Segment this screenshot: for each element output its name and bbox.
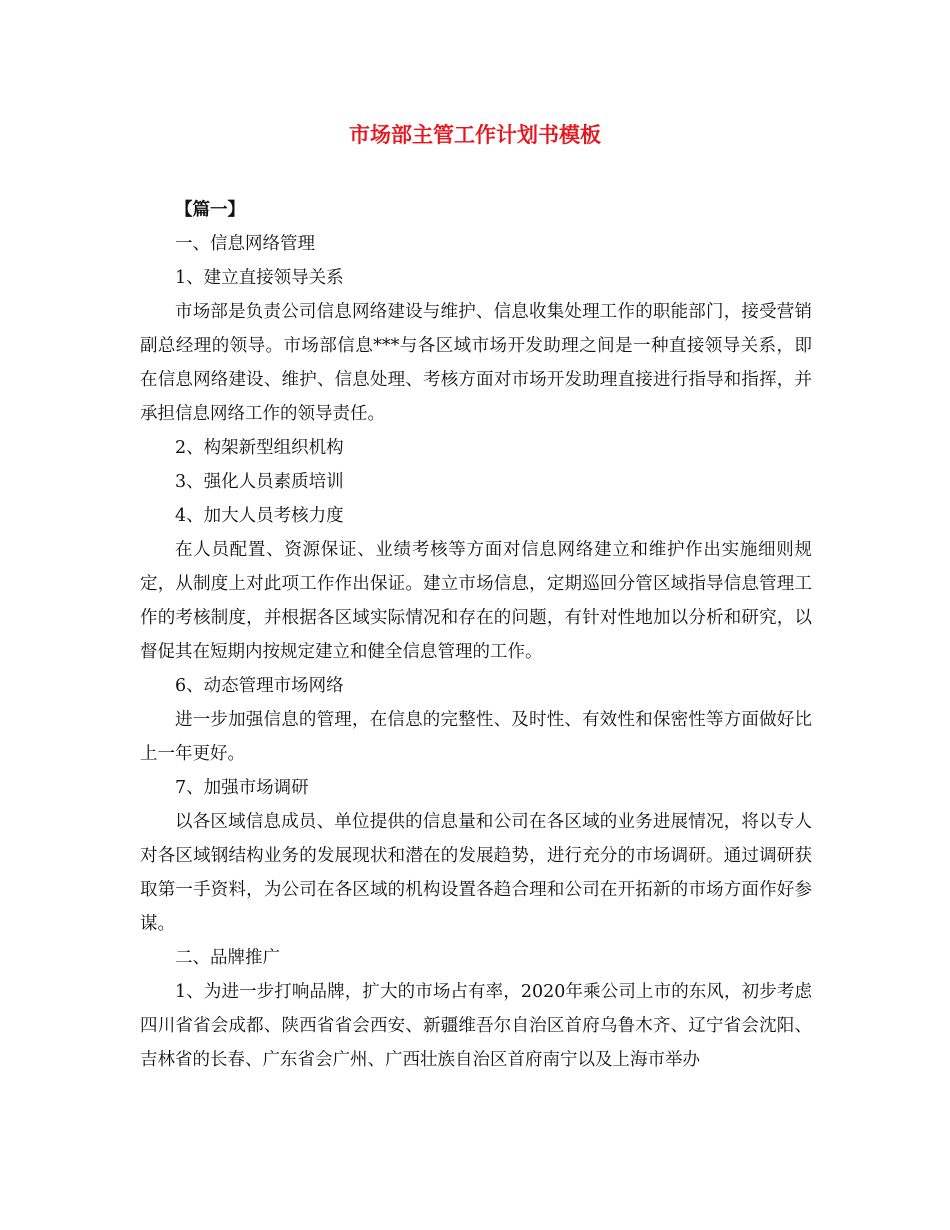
section-label: 【篇一】 [175,200,245,220]
document-body [140,193,812,1077]
subsection-heading: 6、动态管理市场网络 [175,676,344,696]
subsection-heading: 1、建立直接领导关系 [175,268,344,288]
body-paragraph: 在人员配置、资源保证、业绩考核等方面对信息网络建立和维护作出实施细则规定，从制度上对此项工作作出保证。建立市场信息，定期巡回分管区域指导信息管理工作的考核制度，并根据各区域实际情况和存在的问题，有针对性地加以分析和研究，以督促其在短期内按规定建立和健全信息管理的工作。 [140,540,812,662]
subsection-heading: 7、加强市场调研 [175,778,309,798]
section-heading: 二、品牌推广 [175,948,280,968]
body-paragraph: 市场部是负责公司信息网络建设与维护、信息收集处理工作的职能部门，接受营销副总经理的领导。市场部信息***与各区域市场开发助理之间是一种直接领导关系，即在信息网络建设、维护、信息处理、考核方面对市场开发助理直接进行指导和指挥，并承担信息网络工作的领导责任。 [140,302,812,424]
section-heading: 一、信息网络管理 [175,234,315,254]
body-paragraph: 以各区域信息成员、单位提供的信息量和公司在各区域的业务进展情况，将以专人对各区域钢结构业务的发展现状和潜在的发展趋势，进行充分的市场调研。通过调研获取第一手资料，为公司在各区域的机构设置各趋合理和公司在开拓新的市场方面作好参谋。 [140,812,812,934]
body-paragraph: 进一步加强信息的管理，在信息的完整性、及时性、有效性和保密性等方面做好比上一年更好。 [140,710,812,764]
subsection-heading: 4、加大人员考核力度 [175,506,344,526]
subsection-heading: 3、强化人员素质培训 [175,472,344,492]
document-title: 市场部主管工作计划书模板 [349,122,601,147]
body-paragraph: 1、为进一步打响品牌，扩大的市场占有率，2020年乘公司上市的东风，初步考虑四川省省会成都、陕西省省会西安、新疆维吾尔自治区首府乌鲁木齐、辽宁省会沈阳、吉林省的长春、广东省会广州、广西壮族自治区首府南宁以及上海市举办 [140,982,812,1070]
subsection-heading: 2、构架新型组织机构 [175,438,344,458]
